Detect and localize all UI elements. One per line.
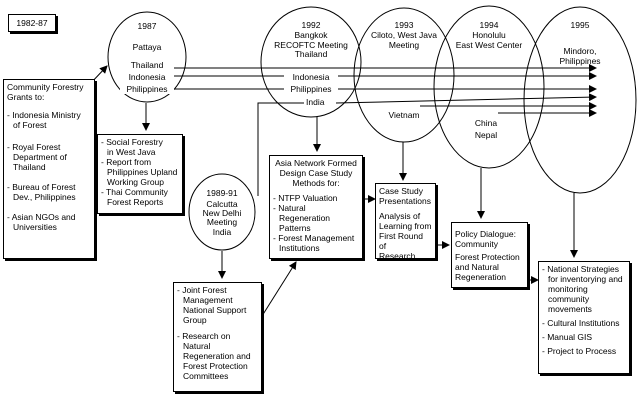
asia-head-3: Methods for: bbox=[292, 178, 340, 188]
social-line-2: in West Java bbox=[107, 147, 156, 157]
year-1994-label: 1994 bbox=[479, 20, 499, 30]
national-line-7: - Manual GIS bbox=[542, 332, 593, 342]
policy-line-1: Policy Dialogue: bbox=[455, 229, 516, 239]
national-strategies-box bbox=[538, 261, 630, 374]
grants-title-2: Grants to: bbox=[7, 92, 45, 102]
national-line-1: - National Strategies bbox=[542, 264, 620, 274]
case-line-4: Analysis of bbox=[379, 211, 421, 221]
meeting-calcutta-2: New Delhi bbox=[202, 208, 242, 218]
joint-line-4: Group bbox=[183, 315, 207, 325]
joint-line-9: Forest Protection bbox=[183, 361, 248, 371]
asia-item-4: Patterns bbox=[279, 223, 311, 233]
year-1995-label: 1995 bbox=[570, 20, 590, 30]
meeting-honolulu-1: Honolulu bbox=[472, 30, 506, 40]
country-thailand-1987: Thailand bbox=[120, 60, 174, 70]
asia-item-3: Regeneration bbox=[279, 213, 331, 223]
joint-line-2: Management bbox=[183, 295, 233, 305]
meeting-honolulu-2: East West Center bbox=[455, 40, 523, 50]
national-line-8: - Project to Process bbox=[542, 346, 617, 356]
meeting-calcutta-4: India bbox=[212, 227, 232, 237]
case-line-7: Research bbox=[379, 251, 416, 261]
grants-item-2c: Thailand bbox=[13, 162, 46, 172]
grants-item-2a: - Royal Forest bbox=[7, 142, 61, 152]
country-indonesia-1987: Indonesia bbox=[120, 72, 174, 82]
arrow-joint-to-asia bbox=[262, 262, 296, 316]
asia-head-1: Asia Network Formed bbox=[275, 158, 357, 168]
meeting-ciloto-1: Ciloto, West Java bbox=[371, 30, 437, 40]
country-indonesia-1992: Indonesia bbox=[284, 72, 338, 82]
year-1982-87-box bbox=[8, 14, 56, 32]
case-line-2: Presentations bbox=[379, 196, 431, 206]
grants-title-1: Community Forestry bbox=[7, 82, 84, 92]
country-india-1992: India bbox=[306, 97, 325, 107]
national-line-2: for inventorying and bbox=[548, 274, 623, 284]
social-line-5: Working Group bbox=[107, 177, 165, 187]
asia-head-2: Design Case Study bbox=[279, 168, 353, 178]
national-line-4: community bbox=[548, 294, 590, 304]
case-study-box bbox=[375, 183, 436, 259]
country-china: China bbox=[474, 118, 498, 128]
social-line-7: Forest Reports bbox=[107, 197, 164, 207]
case-line-6: First Round of bbox=[379, 231, 423, 251]
case-line-1: Case Study bbox=[379, 186, 423, 196]
national-line-5: movements bbox=[548, 304, 592, 314]
case-line-5: Learning from bbox=[379, 221, 432, 231]
joint-line-3: National Support bbox=[183, 305, 247, 315]
joint-line-10: Committees bbox=[183, 371, 229, 381]
policy-line-5: Regeneration bbox=[455, 272, 507, 282]
social-line-6: - Thai Community bbox=[101, 187, 168, 197]
meeting-calcutta-3: Meeting bbox=[206, 217, 238, 227]
asia-item-6: Institutions bbox=[279, 243, 320, 253]
joint-forest-box bbox=[173, 282, 262, 392]
year-1993-label: 1993 bbox=[394, 20, 414, 30]
grants-item-4b: Universities bbox=[13, 222, 57, 232]
policy-line-3: Forest Protection bbox=[455, 252, 520, 262]
country-nepal: Nepal bbox=[474, 130, 498, 140]
year-1982-87-label: 1982-87 bbox=[16, 18, 48, 28]
meeting-ciloto-2: Meeting bbox=[388, 40, 420, 50]
ellipse-1995 bbox=[524, 7, 636, 193]
country-philippines-1987: Philippines bbox=[120, 84, 174, 94]
policy-dialogue-box bbox=[451, 222, 528, 288]
social-line-3: - Report from bbox=[101, 157, 152, 167]
meeting-calcutta-1: Calcutta bbox=[206, 199, 238, 209]
meeting-bangkok-1: Bangkok bbox=[294, 30, 328, 40]
joint-line-6: - Research on bbox=[177, 331, 231, 341]
policy-line-2: Community bbox=[455, 239, 498, 249]
social-forestry-box bbox=[97, 134, 183, 214]
meeting-mindoro-2: Philippines bbox=[559, 56, 601, 66]
asia-item-2: - Natural bbox=[273, 203, 306, 213]
year-1987-label: 1987 bbox=[137, 21, 157, 31]
policy-line-4: and Natural bbox=[455, 262, 499, 272]
social-line-1: - Social Forestry bbox=[101, 137, 163, 147]
country-vietnam: Vietnam bbox=[388, 110, 420, 120]
social-line-4: Philippines Upland bbox=[107, 167, 178, 177]
grants-item-1a: - Indonesia Ministry bbox=[7, 110, 81, 120]
joint-line-1: - Joint Forest bbox=[177, 285, 227, 295]
asia-item-1: - NTFP Valuation bbox=[273, 193, 338, 203]
asia-network-box bbox=[269, 155, 363, 259]
grants-box bbox=[3, 79, 95, 259]
grants-item-3b: Dev., Philippines bbox=[13, 192, 76, 202]
grants-item-2b: Department of bbox=[13, 152, 67, 162]
arrow-india bbox=[336, 97, 596, 103]
grants-item-4a: - Asian NGOs and bbox=[7, 212, 76, 222]
year-1989-91-label: 1989-91 bbox=[206, 188, 238, 198]
meeting-pattaya: Pattaya bbox=[132, 42, 162, 52]
national-line-3: monitoring bbox=[548, 284, 588, 294]
meeting-mindoro-1: Mindoro, bbox=[563, 46, 597, 56]
grants-item-1b: of Forest bbox=[13, 120, 47, 130]
country-philippines-1992: Philippines bbox=[284, 84, 338, 94]
joint-line-8: Regeneration and bbox=[183, 351, 251, 361]
asia-item-5: - Forest Management bbox=[273, 233, 355, 243]
joint-line-7: Natural bbox=[183, 341, 211, 351]
year-1992-label: 1992 bbox=[301, 20, 321, 30]
national-line-6: - Cultural Institutions bbox=[542, 318, 620, 328]
meeting-bangkok-2: RECOFTC Meeting bbox=[274, 40, 348, 50]
grants-item-3a: - Bureau of Forest bbox=[7, 182, 76, 192]
country-thailand-1992: Thailand bbox=[294, 49, 328, 59]
